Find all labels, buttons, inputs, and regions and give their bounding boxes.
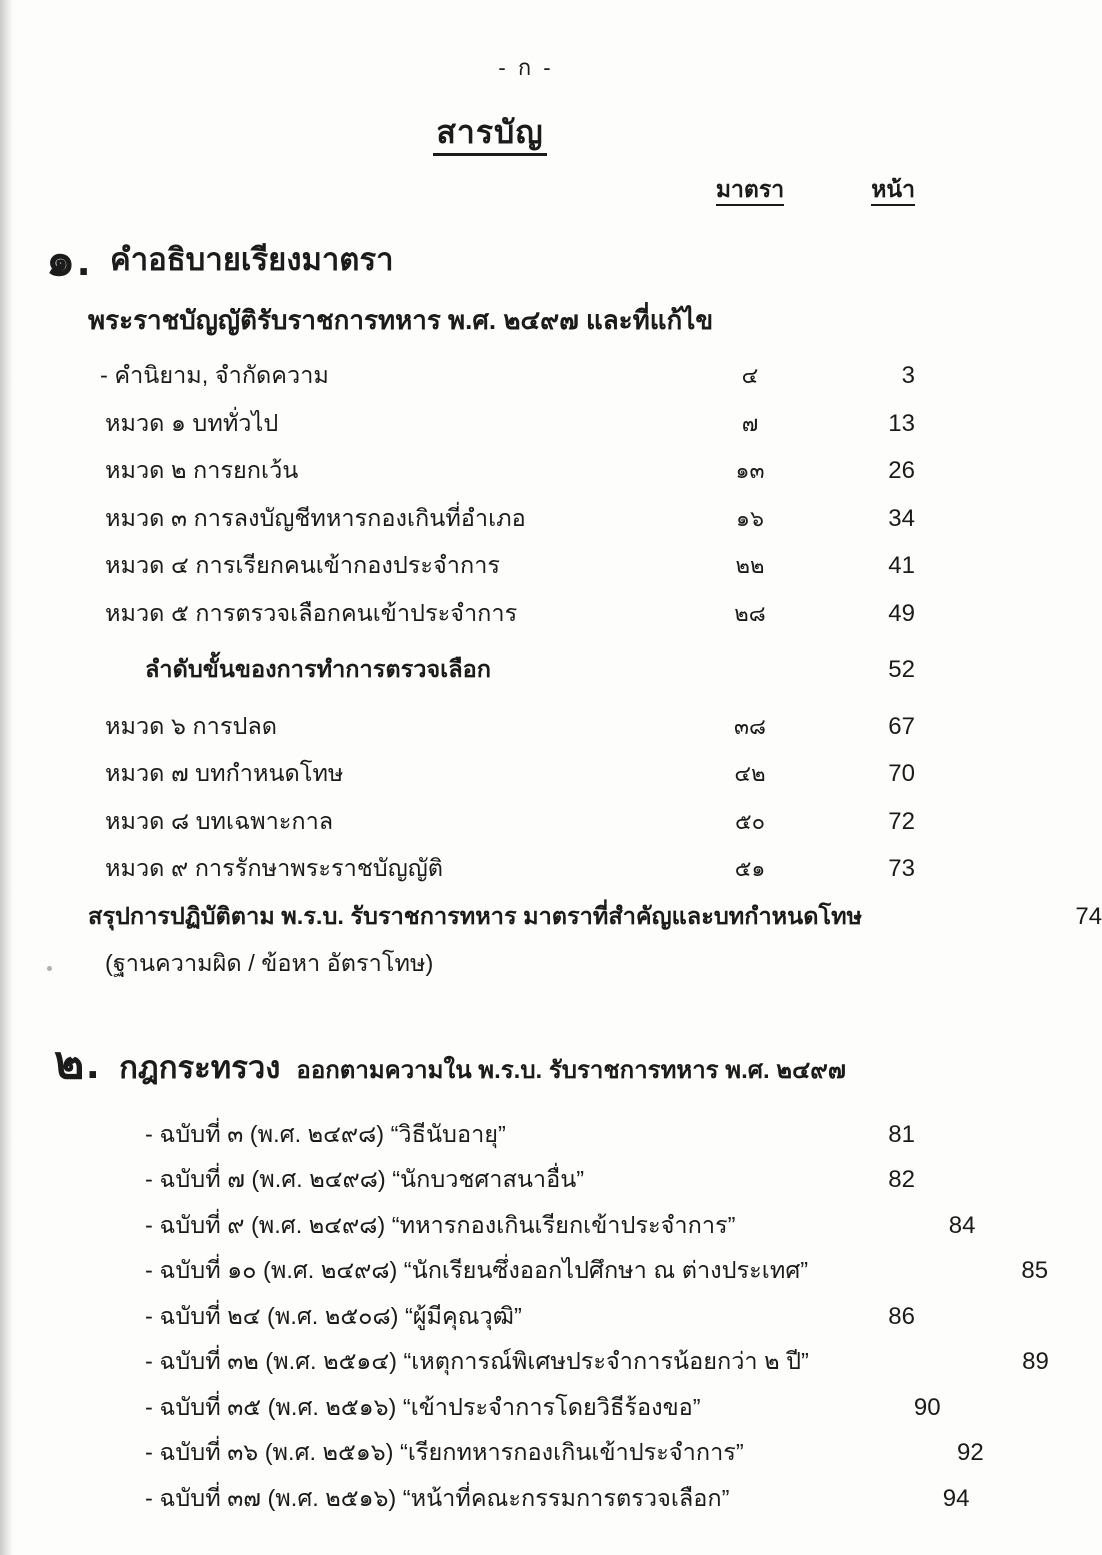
toc-row — [0, 1161, 1052, 1207]
toc-row — [0, 547, 1052, 595]
toc-row — [0, 1389, 1052, 1435]
toc-row-matra: ๕๐ — [734, 808, 766, 834]
toc-row-page: 92 — [957, 1439, 984, 1466]
toc-row — [0, 500, 1052, 548]
toc-row-page: 81 — [888, 1120, 915, 1148]
toc-row-label: (ฐานความผิด / ข้อหา อัตราโทษ) — [105, 950, 434, 976]
column-header-page-text: หน้า — [871, 176, 915, 206]
toc-row-matra: ๗ — [741, 410, 759, 436]
toc-row — [0, 1343, 1052, 1389]
section1-number: ๑. — [46, 233, 92, 285]
toc-row — [0, 945, 1052, 993]
toc-row-matra: ๑๖ — [736, 505, 764, 531]
toc-row — [0, 595, 1052, 643]
toc-row — [0, 708, 1052, 756]
column-header-page — [825, 172, 915, 208]
column-header-matra — [675, 172, 825, 208]
folio-page-number: - ก - — [498, 55, 554, 80]
section2-number: ๒. — [54, 1035, 102, 1088]
section1-subtitle: พระราชบัญญัติรับราชการทหาร พ.ศ. ๒๔๙๗ และที่แก้ไข — [88, 305, 714, 335]
toc-row-label: สรุปการปฏิบัติตาม พ.ร.บ. รับราชการทหาร มาตราที่สำคัญและบทกำหนดโทษ — [88, 902, 863, 929]
toc-row — [0, 1480, 1052, 1526]
section2-toc-list — [0, 1116, 1052, 1526]
toc-row-page: 3 — [901, 362, 915, 389]
toc-row-label: - ฉบับที่ ๑๐ (พ.ศ. ๒๔๙๘) “นักเรียนซึ่งออกไปศึกษา ณ ต่างประเทศ” — [145, 1257, 809, 1283]
toc-row-label: หมวด ๓ การลงบัญชีทหารกองเกินที่อำเภอ — [105, 504, 526, 531]
toc-row-label: - ฉบับที่ ๓๒ (พ.ศ. ๒๕๑๔) “เหตุการณ์พิเศษประจำการน้อยกว่า ๒ ปี” — [145, 1348, 809, 1374]
toc-row-page: 49 — [888, 599, 915, 627]
toc-row-page: 26 — [888, 457, 915, 484]
toc-row-label: หมวด ๖ การปลด — [105, 712, 278, 739]
toc-row-page: 90 — [913, 1393, 941, 1421]
toc-row-page: 41 — [888, 552, 915, 579]
toc-row-label: - ฉบับที่ ๗ (พ.ศ. ๒๔๙๘) “นักบวชศาสนาอื่น” — [145, 1166, 585, 1192]
toc-row — [0, 651, 1052, 699]
toc-row-label: หมวด ๕ การตรวจเลือกคนเข้าประจำการ — [105, 599, 518, 626]
toc-row-page: 73 — [888, 855, 915, 882]
scan-page-edge — [0, 0, 13, 1555]
section2-subtitle: ออกตามความใน พ.ร.บ. รับราชการทหาร พ.ศ. ๒๔๙๗ — [296, 1056, 846, 1084]
toc-row — [0, 357, 1052, 405]
toc-row-page: 82 — [888, 1166, 915, 1193]
toc-row — [0, 1207, 1052, 1253]
toc-row-matra: ๕๑ — [734, 856, 766, 881]
toc-row-label: หมวด ๙ การรักษาพระราชบัญญัติ — [105, 855, 444, 881]
toc-row-page: 94 — [942, 1484, 970, 1512]
toc-row-label: ลำดับขั้นของการทำการตรวจเลือก — [145, 656, 491, 682]
toc-row-label: - ฉบับที่ ๙ (พ.ศ. ๒๔๙๘) “ทหารกองเกินเรียกเข้าประจำการ” — [145, 1211, 736, 1238]
toc-row-page: 74 — [1075, 902, 1102, 930]
toc-row-matra: ๒๘ — [734, 600, 766, 626]
toc-row-page: 34 — [888, 504, 915, 532]
document-title-text: สารบัญ — [433, 114, 546, 156]
section2-title: กฎกระทรวง — [119, 1049, 281, 1085]
toc-row-label: - คำนิยาม, จำกัดความ — [100, 362, 329, 388]
column-header-row — [0, 172, 1052, 208]
toc-row-matra: ๔ — [741, 363, 759, 388]
toc-row — [0, 1116, 1052, 1162]
toc-row-page: 52 — [888, 656, 915, 683]
toc-row-label: หมวด ๔ การเรียกคนเข้ากองประจำการ — [105, 552, 501, 578]
column-header-matra-text: มาตรา — [716, 176, 784, 206]
toc-row-page: 89 — [1022, 1348, 1049, 1375]
toc-row — [0, 898, 1102, 946]
toc-row-matra: ๔๒ — [734, 761, 766, 786]
toc-row — [0, 1434, 1052, 1480]
toc-row-label: - ฉบับที่ ๒๔ (พ.ศ. ๒๕๐๘) “ผู้มีคุณวุฒิ” — [145, 1302, 522, 1329]
toc-row — [0, 405, 1052, 453]
toc-row-matra: ๓๘ — [733, 713, 766, 739]
toc-row-matra: ๑๓ — [735, 458, 765, 483]
toc-row — [0, 452, 1052, 500]
toc-row — [0, 850, 1052, 898]
toc-row-page: 85 — [1021, 1257, 1049, 1284]
toc-row-label: หมวด ๑ บททั่วไป — [105, 409, 279, 436]
toc-row-label: - ฉบับที่ ๓๖ (พ.ศ. ๒๕๑๖) “เรียกทหารกองเกินเข้าประจำการ” — [145, 1439, 744, 1465]
toc-row-label: - ฉบับที่ ๓๕ (พ.ศ. ๒๕๑๖) “เข้าประจำการโดยวิธีร้องขอ” — [145, 1393, 701, 1420]
toc-row — [0, 1298, 1052, 1344]
section1-toc-list — [0, 357, 1102, 993]
section2-heading — [0, 1035, 1052, 1092]
document-title — [0, 107, 1016, 158]
section1-heading — [0, 234, 1052, 284]
toc-row — [0, 1252, 1052, 1298]
toc-row-page: 13 — [888, 409, 915, 437]
toc-row-label: หมวด ๗ บทกำหนดโทษ — [105, 760, 344, 786]
toc-row-matra: ๒๒ — [735, 553, 765, 578]
toc-row — [0, 803, 1052, 851]
toc-row-label: หมวด ๘ บทเฉพาะกาล — [105, 807, 334, 834]
toc-row-page: 84 — [948, 1211, 976, 1239]
scan-speck — [47, 966, 52, 971]
toc-row-label: - ฉบับที่ ๓ (พ.ศ. ๒๔๙๘) “วิธีนับอายุ” — [145, 1120, 506, 1147]
toc-row-label: หมวด ๒ การยกเว้น — [105, 457, 299, 483]
toc-row-page: 70 — [888, 760, 915, 787]
toc-row-page: 67 — [888, 712, 915, 740]
toc-row — [0, 755, 1052, 803]
toc-row-page: 86 — [888, 1302, 915, 1330]
toc-row-label: - ฉบับที่ ๓๗ (พ.ศ. ๒๕๑๖) “หน้าที่คณะกรรมการตรวจเลือก” — [145, 1484, 730, 1511]
section1-title: คำอธิบายเรียงมาตรา — [109, 242, 394, 277]
toc-row-page: 72 — [888, 807, 915, 835]
